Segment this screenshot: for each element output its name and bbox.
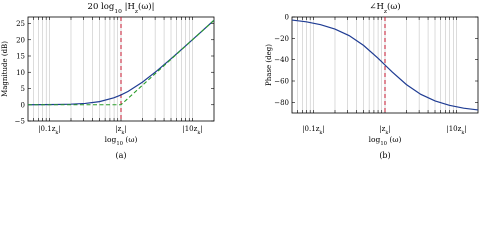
y-tick-label: 15 xyxy=(16,52,25,61)
x-tick-label: $|0.1z_k|$ xyxy=(302,125,325,136)
grid xyxy=(298,17,457,113)
chart-title: 20 $\log_{10} |H_z(\omega)|$ xyxy=(87,2,155,15)
y-tick-label: −5 xyxy=(14,117,25,126)
panel-caption: (b) xyxy=(379,151,391,160)
y-tick-label: −80 xyxy=(274,98,289,107)
x-tick-label: $|0.1z_k|$ xyxy=(38,125,61,136)
x-axis-label: $\log_{10} (\omega)$ xyxy=(104,135,138,147)
x-tick-label: $|10z_k|$ xyxy=(182,125,203,136)
y-tick-label: 25 xyxy=(16,20,25,28)
x-tick-label: $|z_k|$ xyxy=(379,125,391,136)
phase-plot xyxy=(265,1,478,160)
x-tick-label: $|10z_k|$ xyxy=(446,125,467,136)
y-axis-label: Magnitude (dB) xyxy=(1,41,9,97)
x-axis-label: $\log_{10} (\omega)$ xyxy=(368,135,402,147)
chart-title: $\angle H_z(\omega)$ xyxy=(369,2,401,15)
y-tick-label: 10 xyxy=(16,68,25,77)
y-axis-label: Phase (deg) xyxy=(265,44,273,86)
y-tick-label: −20 xyxy=(274,34,289,43)
magnitude-plot xyxy=(1,1,214,160)
y-tick-label: 0 xyxy=(20,101,25,110)
grid xyxy=(34,17,193,121)
panel-caption: (a) xyxy=(115,151,127,160)
y-tick-label: 20 xyxy=(16,36,25,45)
y-tick-label: 0 xyxy=(284,13,289,22)
y-tick-label: −60 xyxy=(274,77,289,86)
y-tick-label: 5 xyxy=(20,85,25,93)
y-tick-label: −40 xyxy=(274,56,289,65)
x-tick-label: $|z_k|$ xyxy=(115,125,127,136)
